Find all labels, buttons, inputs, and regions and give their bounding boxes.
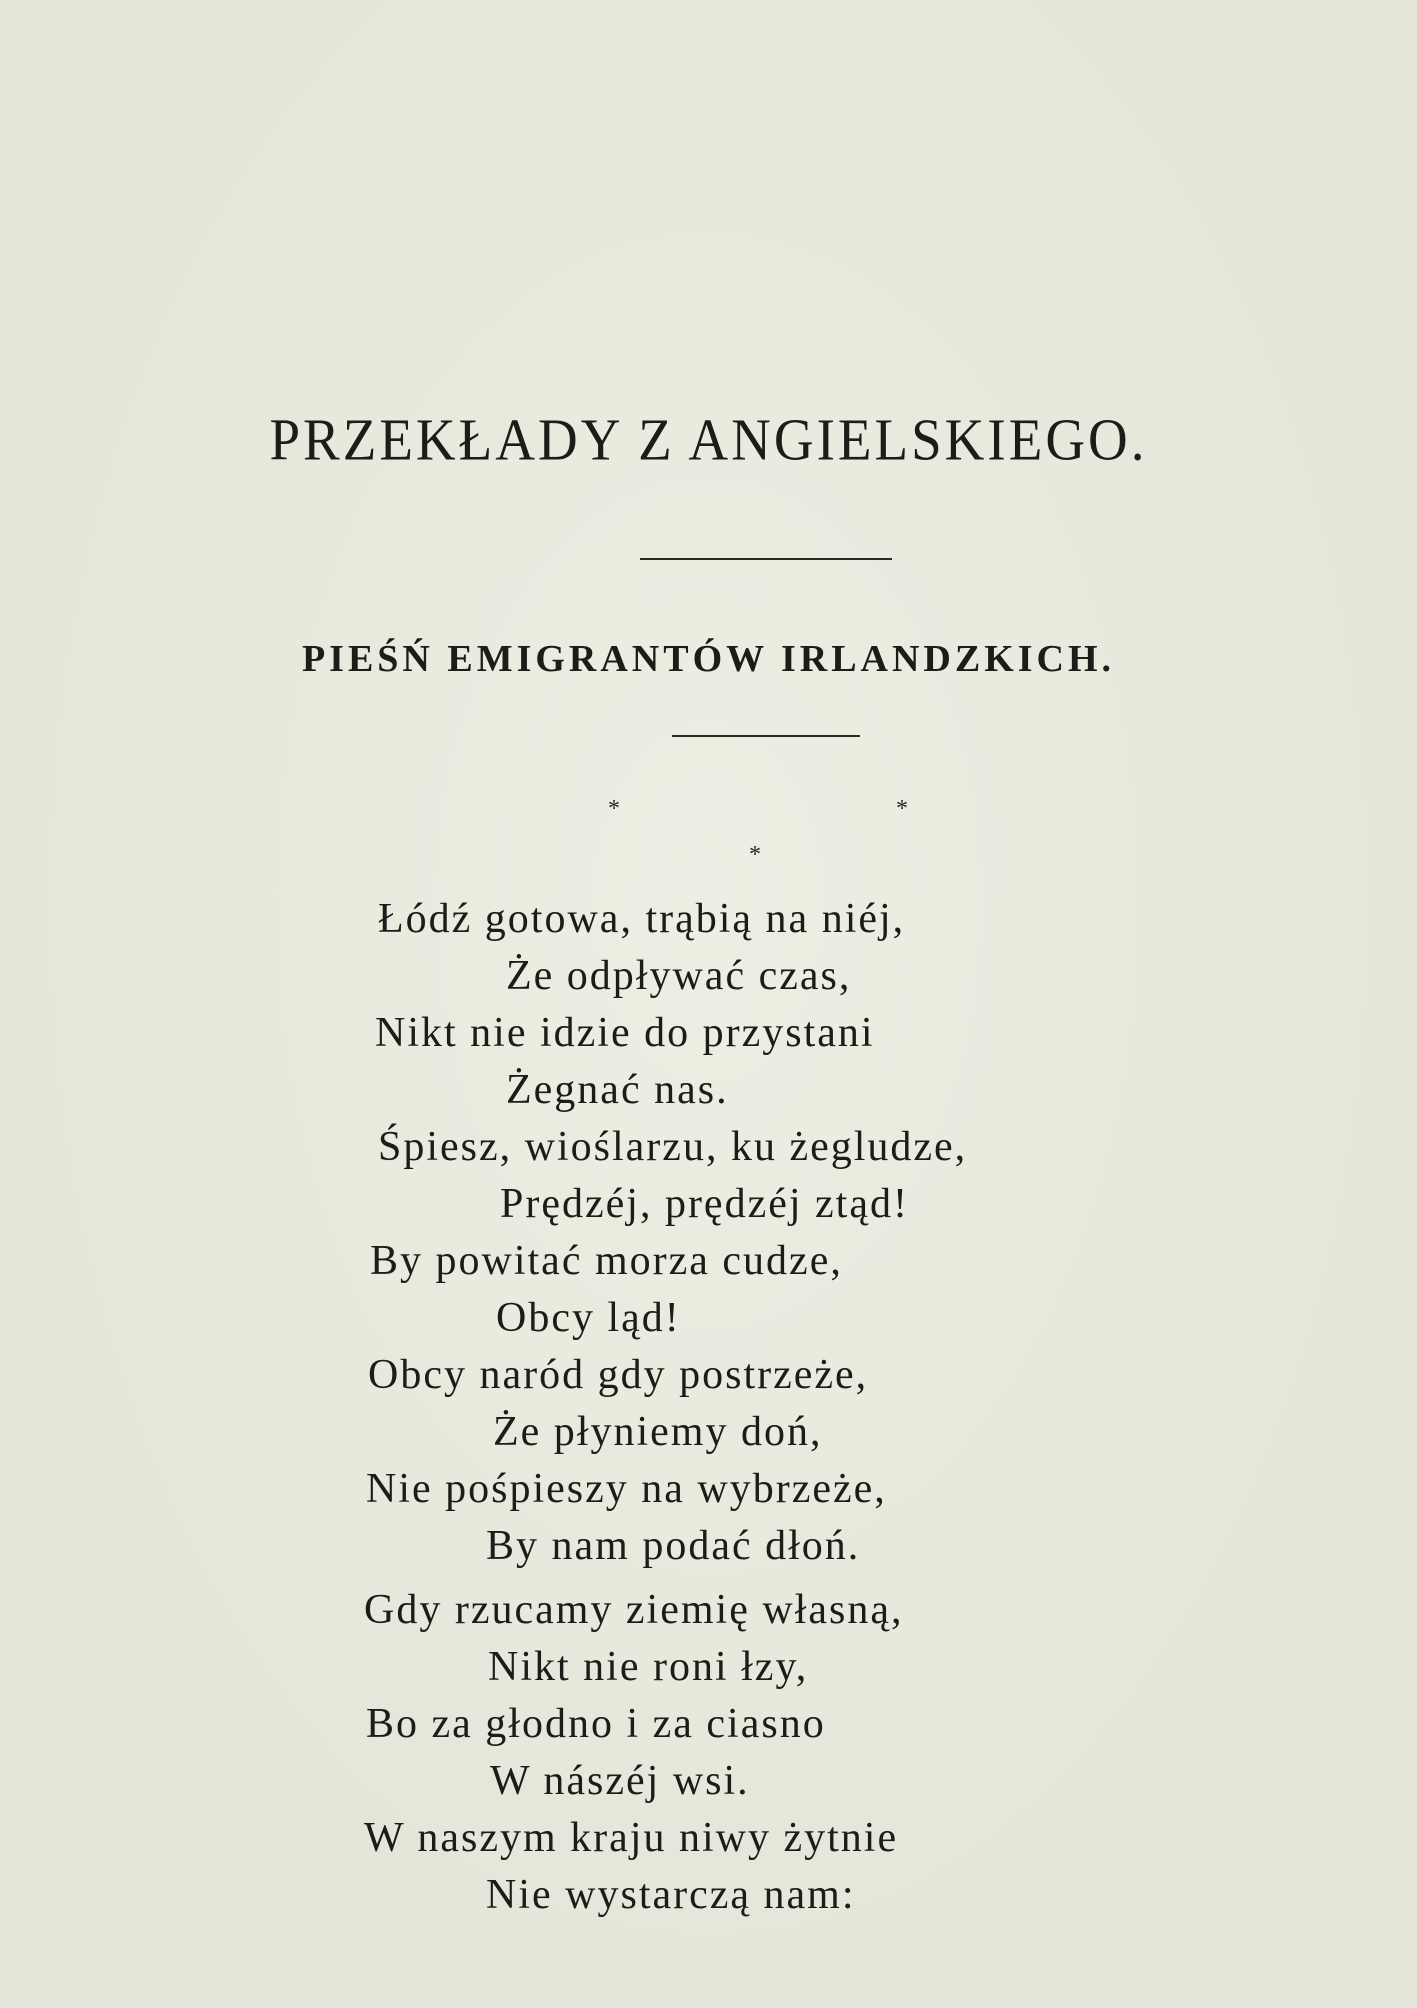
poem-line: Bo za głodno i za ciasno xyxy=(366,1701,826,1747)
poem-line: Łódź gotowa, trąbią na niéj, xyxy=(378,896,906,942)
poem-line: By powitać morza cudze, xyxy=(370,1238,843,1284)
poem-line: Żegnać nas. xyxy=(506,1067,729,1113)
poem-line: Śpiesz, wioślarzu, ku żegludze, xyxy=(378,1124,968,1170)
poem-line: Prędzéj, prędzéj ztąd! xyxy=(500,1181,909,1227)
poem-line: Nikt nie idzie do przystani xyxy=(375,1010,875,1056)
page-heading: PRZEKŁADY Z ANGIELSKIEGO. xyxy=(269,406,1148,473)
poem-line: Obcy ląd! xyxy=(496,1295,681,1341)
heading-rule xyxy=(640,558,892,560)
poem-line: Nie pośpieszy na wybrzeże, xyxy=(366,1466,887,1512)
poem-line: Gdy rzucamy ziemię własną, xyxy=(364,1587,904,1633)
poem-line: Nie wystarczą nam: xyxy=(486,1872,856,1918)
poem-line: Że płyniemy doń, xyxy=(493,1409,823,1455)
asterism-mark: * xyxy=(608,796,620,822)
poem-title: PIEŚŃ EMIGRANTÓW IRLANDZKICH. xyxy=(301,638,1116,680)
poem-line: By nam podać dłoń. xyxy=(486,1523,861,1569)
asterism-mark: * xyxy=(896,796,908,822)
poem-line: W nászéj wsi. xyxy=(490,1758,750,1804)
title-rule xyxy=(672,735,860,737)
poem-line: Obcy naród gdy postrzeże, xyxy=(368,1352,869,1398)
poem-line: Że odpływać czas, xyxy=(506,953,852,999)
poem-line: W naszym kraju niwy żytnie xyxy=(364,1815,899,1861)
poem-line: Nikt nie roni łzy, xyxy=(488,1644,809,1690)
asterism-mark: * xyxy=(749,842,761,868)
